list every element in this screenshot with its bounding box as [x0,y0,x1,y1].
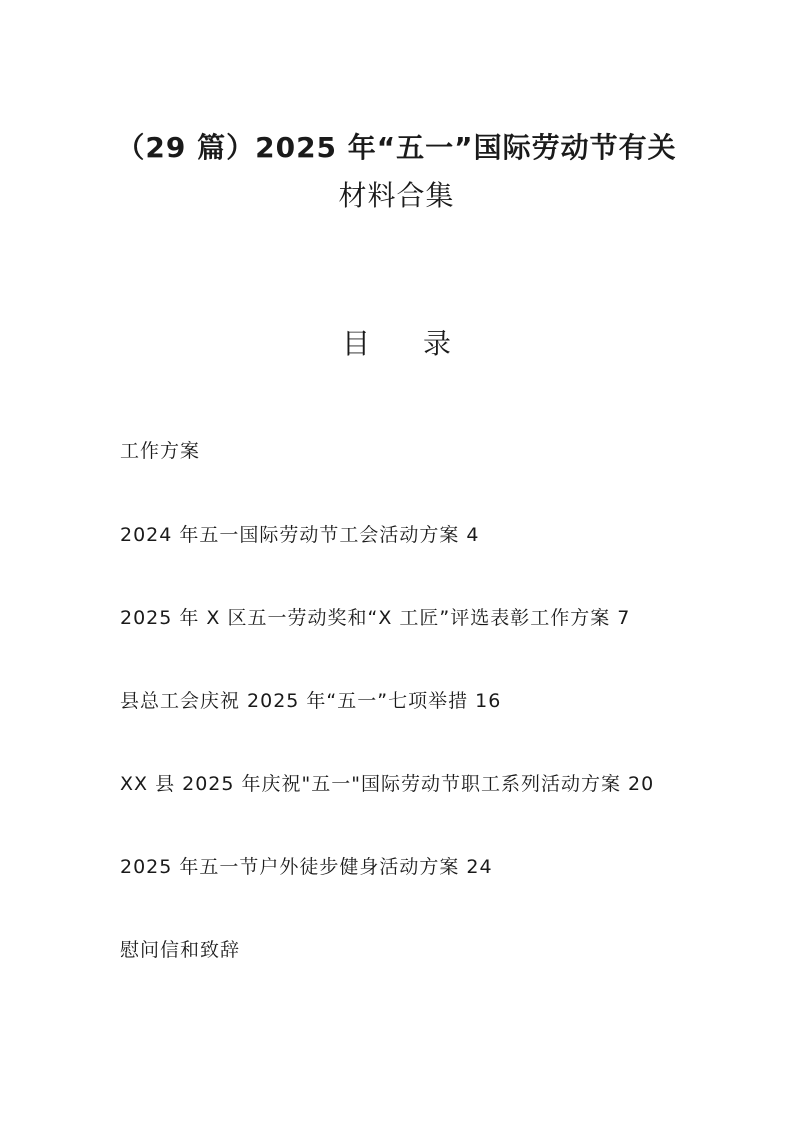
toc-section-work-plans: 工作方案 [120,440,201,462]
toc-item[interactable]: 2025 年五一节户外徒步健身活动方案 24 [120,856,493,878]
toc-item[interactable]: XX 县 2025 年庆祝"五一"国际劳动节职工系列活动方案 20 [120,773,655,795]
toc-item[interactable]: 2025 年 X 区五一劳动奖和“X 工匠”评选表彰工作方案 7 [120,607,631,629]
toc-heading: 目 录 [342,327,473,360]
document-title-line-1: （29 篇）2025 年“五一”国际劳动节有关 [116,131,677,164]
toc-item[interactable]: 2024 年五一国际劳动节工会活动方案 4 [120,524,480,546]
document-title-line-2: 材料合集 [338,179,455,212]
toc-item[interactable]: 县总工会庆祝 2025 年“五一”七项举措 16 [120,690,502,712]
toc-section-letters-speeches: 慰问信和致辞 [120,939,241,961]
